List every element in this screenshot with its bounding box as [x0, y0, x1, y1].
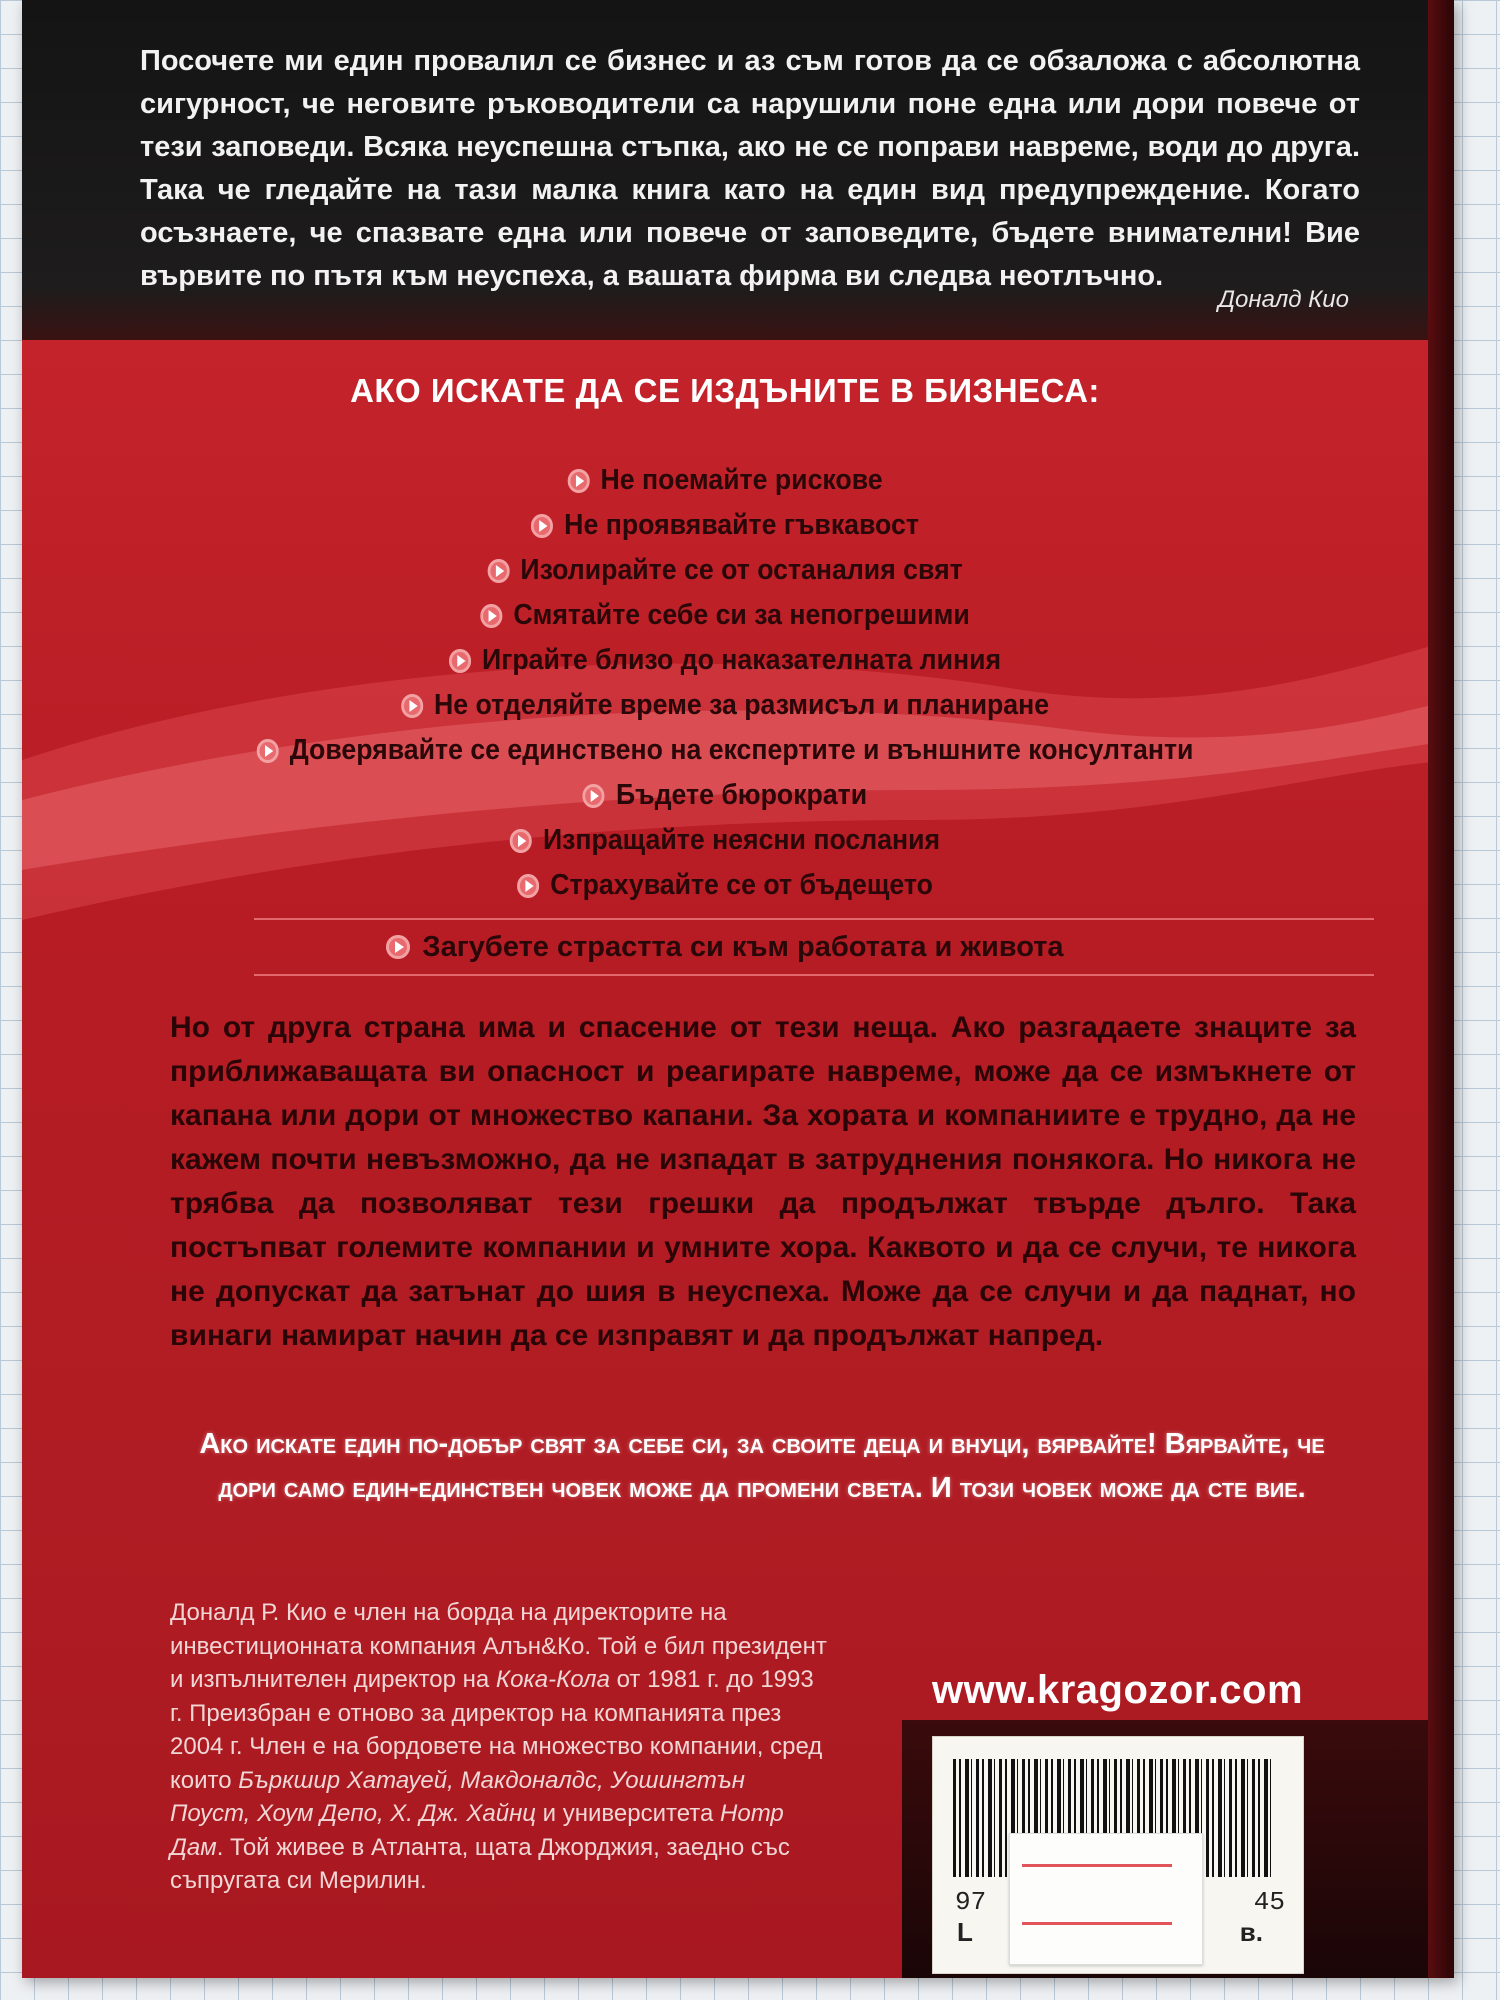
- price-sticker: [1009, 1833, 1203, 1965]
- play-bullet-icon: [517, 874, 539, 898]
- bio-text: Доналд Р. Кио е член на борда на директорите на инвестиционната компания Алън&Ко. Той е бил президент и изпълнителен директор на: [170, 1599, 827, 1693]
- list-item-label: Играйте близо до наказателната линия: [482, 644, 1002, 676]
- list-item-label: Не отделяйте време за размисъл и планиране: [434, 689, 1050, 721]
- book-spine-edge: [1428, 0, 1454, 1978]
- play-bullet-icon: [510, 829, 532, 853]
- play-bullet-icon: [531, 514, 553, 538]
- list-item: [78, 728, 1372, 773]
- quote-signature: Доналд Кио: [1218, 286, 1349, 313]
- barcode-label: [932, 1736, 1304, 1974]
- list-item-label: Изолирайте се от останалия свят: [520, 554, 963, 586]
- bio-text: от 1981 г. до 1993 г. Преизбран е отново за директор на компанията през 2004 г. Член е на бордовете на множество компании, сред които: [170, 1666, 823, 1794]
- list-item: [78, 638, 1372, 683]
- publisher-website: www.kragozor.com: [932, 1668, 1304, 1712]
- author-bio: [170, 1596, 830, 1898]
- bio-text: . Той живее в Атланта, щата Джорджия, заедно със съпругата си Мерилин.: [170, 1833, 790, 1894]
- list-item-label: Доверявайте се единствено на експертите и външните консултанти: [289, 734, 1194, 766]
- call-to-action: Ако искате един по-добър свят за себе си, за своите деца и внуци, вярвайте! Вярвайте, че дори само един-единствен човек може да промени света. И този човек може да сте вие.: [199, 1428, 1325, 1504]
- sticker-line: [1022, 1864, 1172, 1867]
- play-bullet-icon: [401, 694, 423, 718]
- label-start: L: [957, 1917, 973, 1947]
- bio-university: Нотр Дам: [170, 1800, 784, 1861]
- book-back-cover: [22, 0, 1454, 1978]
- intro-quote: Посочете ми един провалил се бизнес и аз съм готов да се обзаложа с абсолютна сигурност, че неговите ръководители са нарушили поне една или дори повече от тези заповеди. Всяка неуспешна стъпка, ако не се поправи навреме, води до друга. Така че гледайте на тази малка книга като на един вид предупреждение. Когато осъзнаете, че спазвате една или повече от заповедите, бъдете внимателни! Вие вървите по пътя към неуспеха, а вашата фирма ви следва неотлъчно.: [140, 45, 1360, 292]
- list-item: [78, 458, 1372, 503]
- list-item-label: Страхувайте се от бъдещето: [550, 869, 933, 901]
- sticker-line: [1022, 1922, 1172, 1925]
- play-bullet-icon: [487, 559, 509, 583]
- list-item-last: [22, 924, 1428, 970]
- bio-company: Кока-Кола: [495, 1666, 610, 1693]
- list-item-label: Не проявявайте гъвкавост: [564, 509, 919, 541]
- bio-companies: Бъркшир Хатауей, Макдоналдс, Уошингтън Поуст, Хоум Депо, Х. Дж. Хайнц: [170, 1766, 745, 1827]
- list-item: [78, 593, 1372, 638]
- play-bullet-icon: [257, 739, 279, 763]
- list-item: [78, 683, 1372, 728]
- list-heading: АКО ИСКАТЕ ДА СЕ ИЗДЪНИТЕ В БИЗНЕСА:: [350, 372, 1100, 409]
- list-item: [78, 548, 1372, 593]
- isbn-end: 45: [1253, 1887, 1285, 1917]
- list-item-label: Не поемайте рискове: [600, 464, 883, 496]
- play-bullet-icon: [567, 469, 589, 493]
- isbn-start: 97: [955, 1887, 987, 1917]
- play-bullet-icon: [480, 604, 502, 628]
- label-end: в.: [1239, 1917, 1263, 1947]
- list-item-label: Загубете страстта си към работата и живота: [422, 930, 1064, 963]
- body-paragraph: Но от друга страна има и спасение от тези неща. Ако разгадаете знаците за приближаващата ви опасност и реагирате навреме, може да се измъкнете от капана или дори от множество капани. За хората и компаниите е трудно, да не кажем почти невъзможно, да не изпадат в затруднения понякога. Но никога не трябва да позволяват тези грешки да продължат твърде дълго. Така постъпват големите компании и умните хора. Каквото и да се случи, те никога не допускат да затънат до шия в неуспеха. Може да се случи и да паднат, но винаги намират начин да се изправят и да продължат напред.: [170, 1011, 1356, 1352]
- rules-list: [22, 458, 1428, 908]
- list-item: [78, 773, 1372, 818]
- list-item-label: Бъдете бюрократи: [615, 779, 868, 811]
- list-item: [78, 503, 1372, 548]
- list-item-label: Смятайте себе си за непогрешими: [513, 599, 970, 631]
- list-item: [78, 863, 1372, 908]
- list-item: [78, 818, 1372, 863]
- play-bullet-icon: [449, 649, 471, 673]
- divider-line: [254, 974, 1374, 976]
- list-item-label: Изпращайте неясни послания: [542, 824, 941, 856]
- play-bullet-icon: [583, 784, 605, 808]
- divider-line: [254, 918, 1374, 920]
- play-bullet-icon: [386, 935, 410, 959]
- bio-text: и университета: [536, 1800, 721, 1827]
